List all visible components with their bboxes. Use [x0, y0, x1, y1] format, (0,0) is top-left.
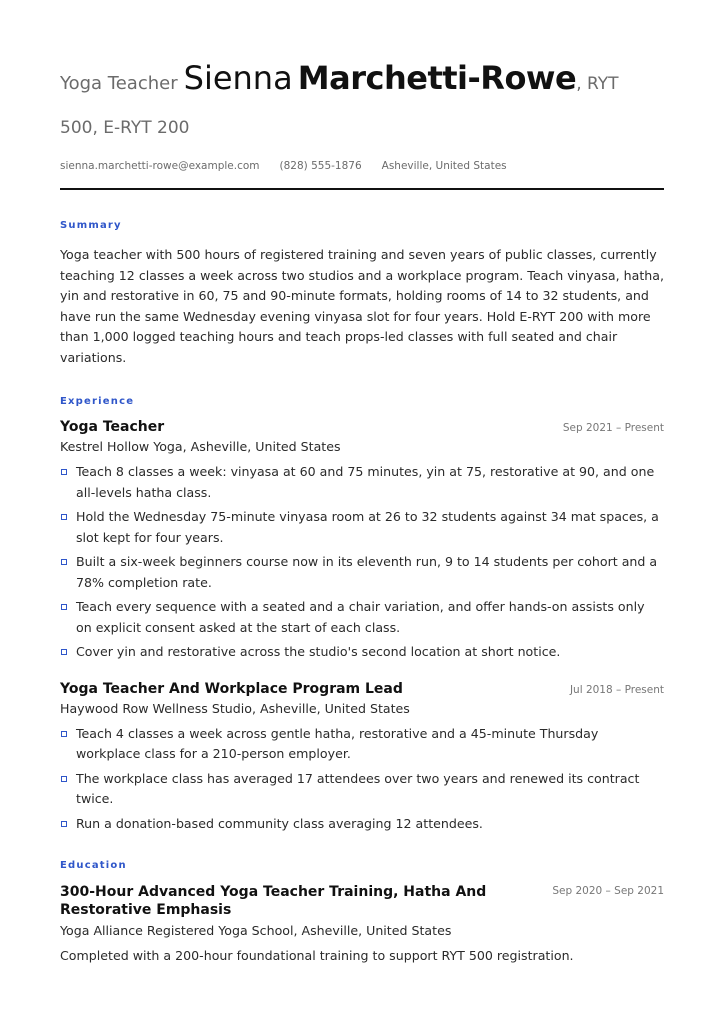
experience-entry [60, 419, 664, 663]
education-entry [60, 883, 664, 963]
job-organization: Kestrel Hollow Yoga, Asheville, United States [60, 439, 341, 454]
resume-header [60, 56, 660, 150]
education-note: Completed with a 200-hour foundational training to support RYT 500 registration. [60, 948, 574, 963]
header-divider [60, 188, 664, 190]
square-bullet-icon [61, 821, 67, 827]
bullet-item: Teach 8 classes a week: vinyasa at 60 and 75 minutes, yin at 75, restorative at 90, and one all-levels hatha class. [60, 462, 664, 503]
education-heading: Education [60, 860, 127, 871]
job-organization: Haywood Row Wellness Studio, Asheville, United States [60, 700, 410, 716]
square-bullet-icon [61, 649, 67, 655]
bullet-item: Teach every sequence with a seated and a chair variation, and offer hands-on assists only on explicit consent asked at the start of each class. [60, 597, 664, 638]
last-name: Marchetti-Rowe [297, 59, 577, 97]
experience-entry [60, 681, 664, 835]
bullet-item: The workplace class has averaged 17 attendees over two years and renewed its contract twice. [60, 769, 664, 810]
credentials: , RYT 500, E-RYT 200 [60, 74, 619, 138]
square-bullet-icon [61, 559, 67, 565]
square-bullet-icon [61, 469, 67, 475]
bullet-item: Run a donation-based community class averaging 12 attendees. [60, 814, 664, 835]
square-bullet-icon [61, 604, 67, 610]
bullet-item: Built a six-week beginners course now in its eleventh run, 9 to 14 students per cohort and a 78% completion rate. [60, 552, 664, 593]
square-bullet-icon [61, 776, 67, 782]
job-title: Yoga Teacher And Workplace Program Lead [60, 680, 403, 697]
education-dates: Sep 2020 – Sep 2021 [552, 885, 664, 897]
bullet-item: Cover yin and restorative across the studio's second location at short notice. [60, 642, 664, 663]
location: Asheville, United States [381, 160, 507, 172]
contact-row [60, 160, 664, 172]
experience-heading: Experience [60, 396, 135, 407]
job-bullets [60, 724, 664, 835]
job-dates: Sep 2021 – Present [562, 422, 664, 434]
phone-number[interactable]: (828) 555-1876 [279, 160, 362, 172]
job-role-title: Yoga Teacher [60, 73, 178, 94]
email-link[interactable]: sienna.marchetti-rowe@example.com [60, 160, 260, 172]
job-dates: Jul 2018 – Present [569, 683, 664, 696]
summary-heading: Summary [60, 220, 122, 231]
first-name: Sienna [183, 59, 293, 97]
bullet-item: Teach 4 classes a week across gentle hatha, restorative and a 45-minute Thursday workplace class for a 210-person employer. [60, 724, 664, 765]
education-school: Yoga Alliance Registered Yoga School, Asheville, United States [60, 923, 452, 938]
summary-text: Yoga teacher with 500 hours of registered training and seven years of public classes, currently teaching 12 classes a week across two studios and a workplace program. Teach vinyasa, hatha, yin and restorative in 60, 75 and 90-minute formats, holding rooms of 14 to 32 students, and have run the same Wednesday evening vinyasa slot for four years. Hold E-RYT 200 with more than 1,000 logged teaching hours and teach props-led classes with full seated and chair variations. [60, 247, 664, 365]
degree-title: 300-Hour Advanced Yoga Teacher Training, Hatha And Restorative Emphasis [60, 884, 487, 918]
square-bullet-icon [61, 731, 67, 737]
square-bullet-icon [61, 514, 67, 520]
job-title: Yoga Teacher [60, 419, 165, 435]
job-bullets [60, 462, 664, 663]
bullet-item: Hold the Wednesday 75-minute vinyasa room at 26 to 32 students against 34 mat spaces, a slot kept for four years. [60, 507, 664, 548]
